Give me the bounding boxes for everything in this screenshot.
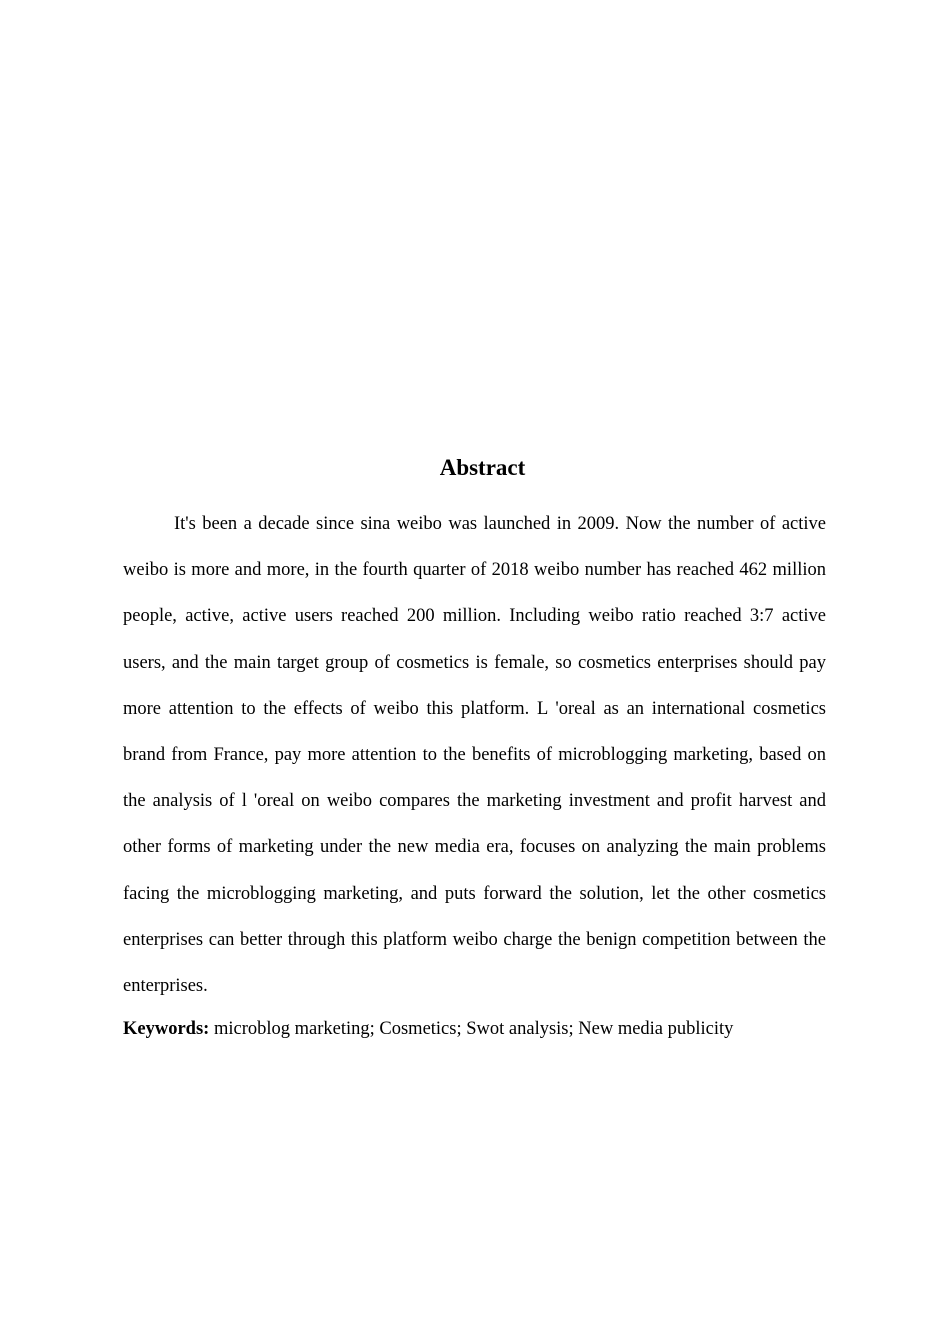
keywords-text: microblog marketing; Cosmetics; Swot analysis; New media publicity: [209, 1019, 734, 1040]
abstract-paragraph: It's been a decade since sina weibo was launched in 2009. Now the number of active weibo is more and more, in the fourth quarter of 2018 weibo number has reached 462 million people, active, active users reached 200 million. Including weibo ratio reached 3:7 active users, and the main target group of cosmetics is female, so cosmetics enterprises should pay more attention to the effects of weibo this platform. L 'oreal as an international cosmetics brand from France, pay more attention to the benefits of microblogging marketing, based on the analysis of l 'oreal on weibo compares the marketing investment and profit harvest and other forms of marketing under the new media era, focuses on analyzing the main problems facing the microblogging marketing, and puts forward the solution, let the other cosmetics enterprises can better through this platform weibo charge the benign competition between the enterprises.: [123, 514, 826, 997]
abstract-section: [123, 452, 826, 1052]
abstract-heading: Abstract: [439, 455, 526, 480]
keywords-label: Keywords:: [123, 1019, 210, 1040]
keywords-line: [123, 1006, 826, 1052]
